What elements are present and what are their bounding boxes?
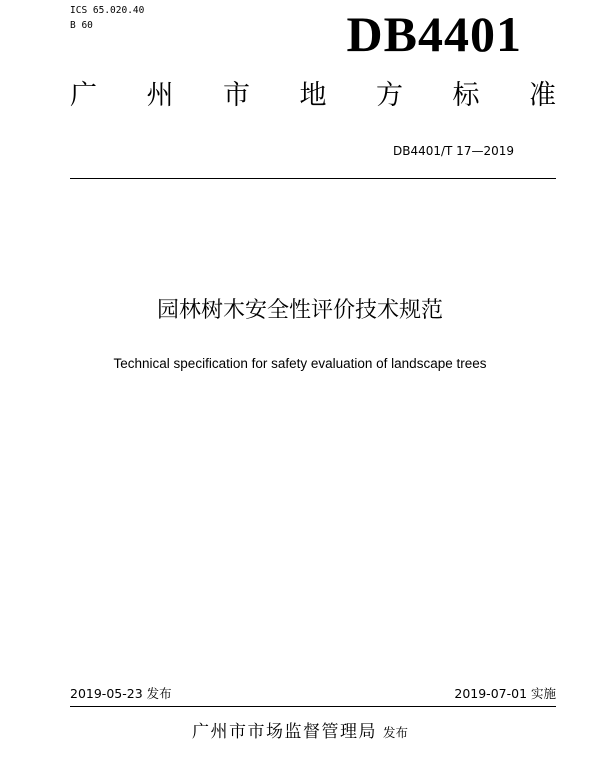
- ics-code: ICS 65.020.40: [70, 5, 145, 16]
- ccs-code: B 60: [70, 20, 93, 31]
- standard-type-char: 市: [223, 80, 250, 111]
- standard-type-char: 州: [146, 80, 174, 111]
- header-divider: [70, 178, 556, 179]
- classification-codes: [70, 3, 144, 33]
- publish-date: 2019-05-23 发布: [70, 686, 172, 701]
- issuer-name: 广州市市场监督管理局: [191, 722, 377, 742]
- document-title-english: Technical specification for safety evaluation of landscape trees: [113, 356, 487, 371]
- standard-type-char: 广: [70, 80, 97, 111]
- issuer: [0, 719, 600, 746]
- standard-type-char: 准: [529, 80, 556, 111]
- standard-code: DB4401/T 17—2019: [392, 144, 514, 158]
- standard-type-char: 地: [299, 80, 327, 111]
- footer-divider: [70, 706, 556, 707]
- implement-date: 2019-07-01 实施: [454, 686, 556, 701]
- standard-type: [70, 78, 556, 114]
- issuer-suffix: 发布: [382, 725, 408, 740]
- standard-type-char: 标: [452, 80, 480, 111]
- document-title-chinese: 园林树木安全性评价技术规范: [156, 298, 443, 323]
- standard-type-char: 方: [376, 80, 403, 111]
- standard-number-logo: DB4401: [346, 6, 522, 62]
